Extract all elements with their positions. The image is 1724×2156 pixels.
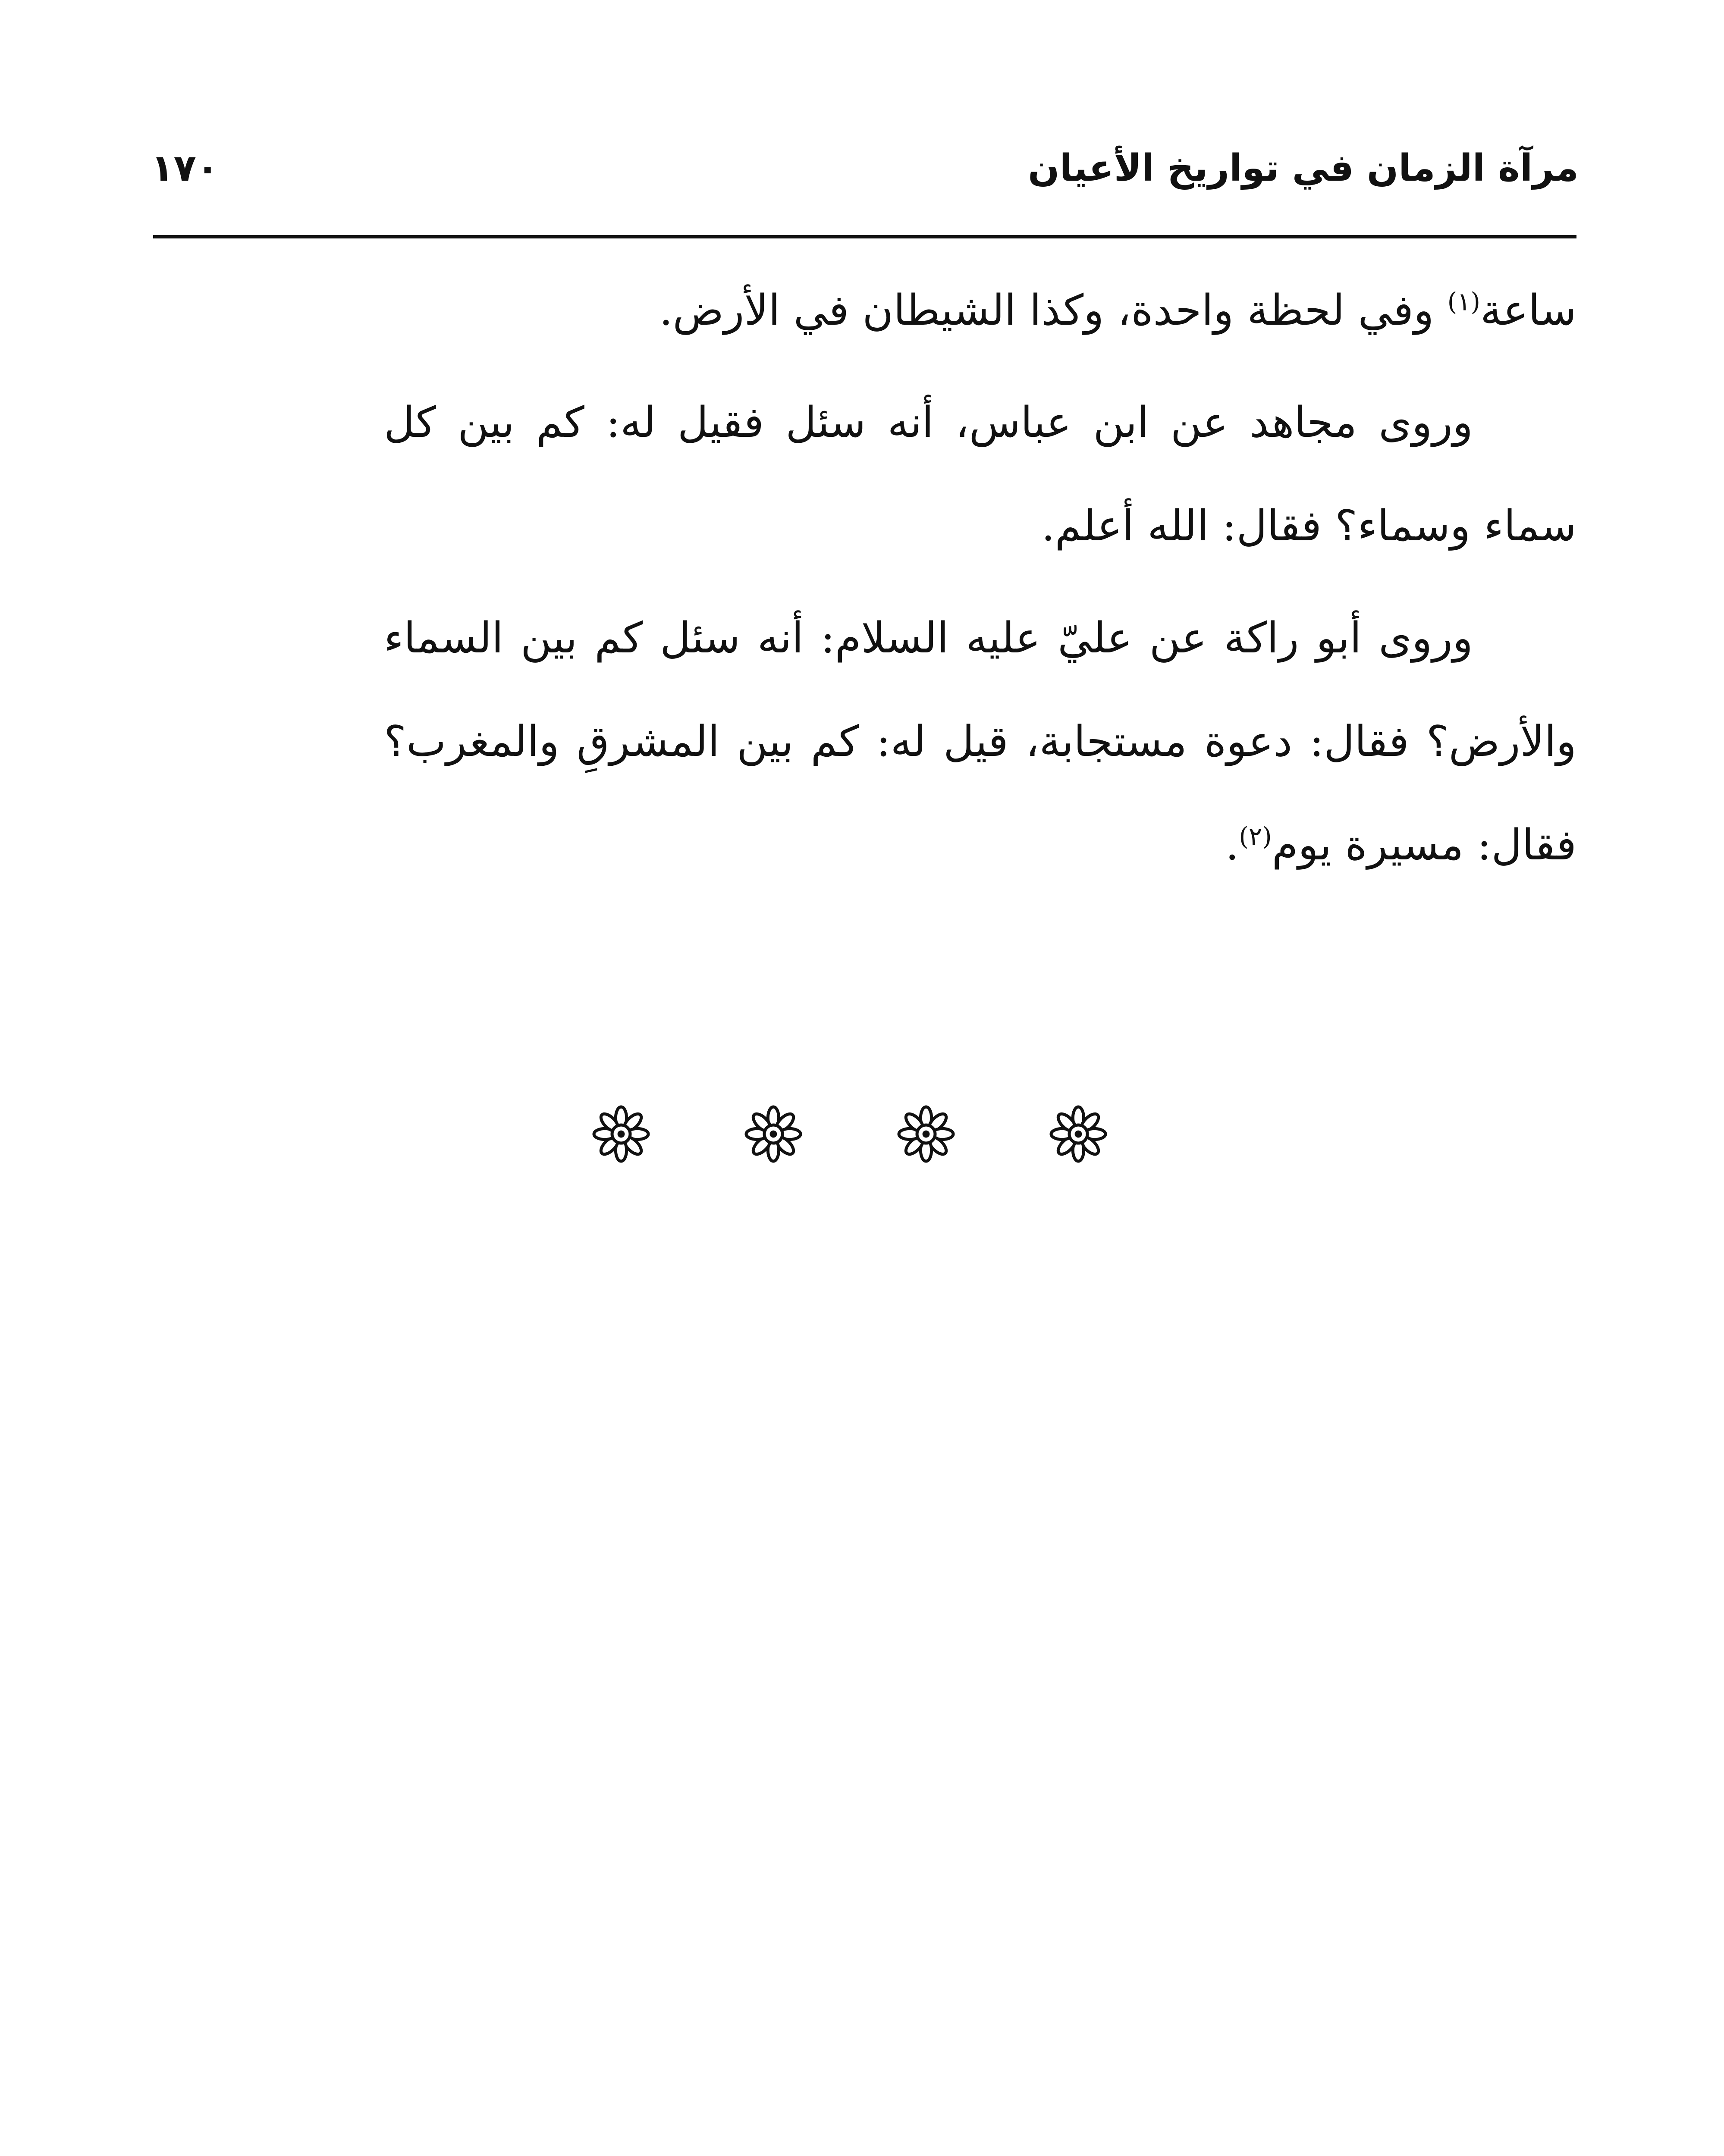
paragraph-3-end: . (1225, 821, 1239, 870)
main-text (384, 259, 1576, 897)
flower-ornament-icon (896, 1104, 956, 1164)
flower-ornament-icon (591, 1104, 651, 1164)
paragraph-1-end: وفي لحظة واحدة، وكذا الشيطان في الأرض. (659, 286, 1448, 335)
section-ornaments (591, 1104, 1109, 1164)
header-rule (153, 235, 1576, 238)
book-title: مرآة الزمان في تواريخ الأعيان (1028, 147, 1579, 190)
paragraph-2: وروى مجاهد عن ابن عباس، أنه سئل فقيل له: كم بين كل سماء وسماء؟ فقال: الله أعلم. (384, 398, 1576, 551)
footnote-ref-1: (١) (1447, 287, 1480, 317)
running-header (151, 142, 1579, 220)
paragraph-3 (384, 586, 1576, 897)
paragraph-1-start: ساعة (1480, 286, 1576, 335)
paragraph-3-start: وروى أبو راكة عن عليّ عليه السلام: أنه سئل كم بين السماء والأرض؟ فقال: دعوة مستجابة، قيل له: كم بين المشرقِ والمغرب؟ فقال: مسيرة يوم (384, 614, 1576, 870)
footnote-ref-2: (٢) (1239, 821, 1272, 851)
paragraph-1 (384, 259, 1576, 362)
flower-ornament-icon (743, 1104, 804, 1164)
page-number: ١٧٠ (151, 147, 219, 190)
flower-ornament-icon (1048, 1104, 1109, 1164)
